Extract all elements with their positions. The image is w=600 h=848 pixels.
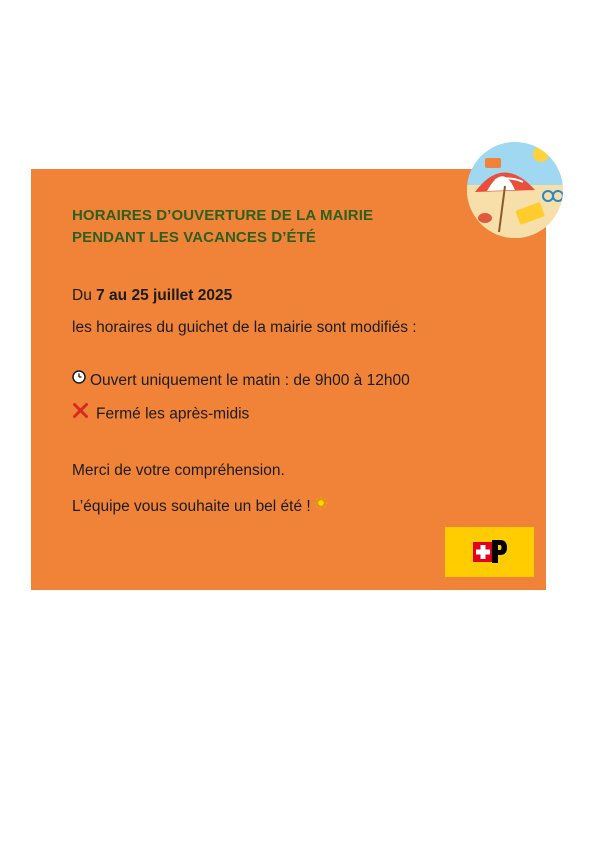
closed-hours-text: Fermé les après-midis	[96, 405, 250, 423]
title-line-1: HORAIRES D’OUVERTURE DE LA MAIRIE	[72, 207, 374, 224]
wish-text: L’équipe vous souhaite un bel été !	[72, 498, 311, 516]
page-title	[72, 205, 373, 249]
dates-line	[72, 286, 232, 306]
closed-hours-line	[72, 403, 249, 426]
title-line-2: PENDANT LES VACANCES D’ÉTÉ	[72, 229, 317, 246]
clock-icon	[72, 370, 86, 390]
sun-icon	[314, 496, 328, 516]
dates-range: 7 au 25 juillet 2025	[96, 287, 233, 304]
open-hours-line	[72, 371, 410, 391]
wish-line	[72, 497, 328, 517]
open-hours-text: Ouvert uniquement le matin : de 9h00 à 12h00	[90, 372, 410, 390]
thanks-text: Merci de votre compréhension.	[72, 462, 285, 479]
notice-panel	[31, 169, 546, 590]
swiss-post-logo	[445, 527, 534, 577]
cross-icon	[72, 402, 89, 425]
beach-illustration	[465, 140, 565, 240]
modified-hours-text: les horaires du guichet de la mairie sont modifiés :	[72, 319, 417, 336]
dates-prefix: Du	[72, 287, 97, 304]
